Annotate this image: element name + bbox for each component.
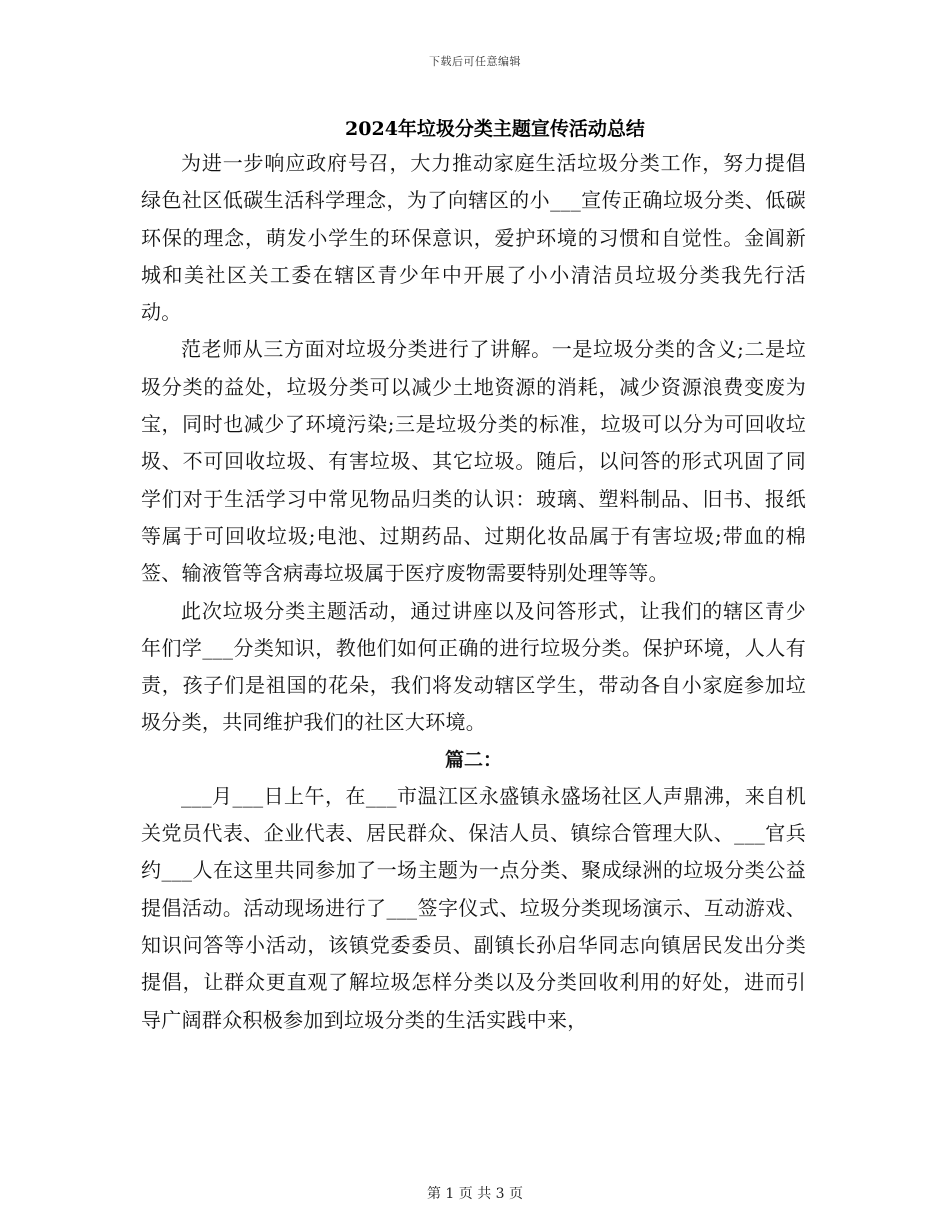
page-header-note: 下载后可任意编辑	[429, 55, 521, 68]
document-title: 2024年垃圾分类主题宣传活动总结	[345, 118, 645, 140]
paragraph-lecture: 范老师从三方面对垃圾分类进行了讲解。一是垃圾分类的含义;二是垃圾分类的益处，垃圾分类可以减少土地资源的消耗，减少资源浪费变废为宝，同时也减少了环境污染;三是垃圾分类的标准，垃圾可以分为可回收垃圾、不可回收垃圾、有害垃圾、其它垃圾。随后，以问答的形式巩固了同学们对于生活学习中常见物品归类的认识：玻璃、塑料制品、旧书、报纸等属于可回收垃圾;电池、过期药品、过期化妆品属于有害垃圾;带血的棉签、输液管等含病毒垃圾属于医疗废物需要特别处理等等。	[141, 337, 806, 586]
paragraph-intro: 为进一步响应政府号召，大力推动家庭生活垃圾分类工作，努力提倡绿色社区低碳生活科学理念，为了向辖区的小___宣传正确垃圾分类、低碳环保的理念，萌发小学生的环保意识，爱护环境的习惯和自觉性。金阊新城和美社区关工委在辖区青少年中开展了小小清洁员垃圾分类我先行活动。	[141, 151, 806, 325]
paragraph-summary: 此次垃圾分类主题活动，通过讲座以及问答形式，让我们的辖区青少年们学___分类知识，教他们如何正确的进行垃圾分类。保护环境，人人有责，孩子们是祖国的花朵，我们将发动辖区学生，带动各自小家庭参加垃圾分类，共同维护我们的社区大环境。	[141, 598, 806, 735]
section-two-heading: 篇二：	[444, 748, 502, 771]
document-body	[141, 145, 806, 1039]
paragraph-section-two: ___月___日上午，在___市温江区永盛镇永盛场社区人声鼎沸，来自机关党员代表、企业代表、居民群众、保洁人员、镇综合管理大队、___官兵约___人在这里共同参加了一场主题为一点分类、聚成绿洲的垃圾分类公益提倡活动。活动现场进行了___签字仪式、垃圾分类现场演示、互动游戏、知识问答等小活动，该镇党委委员、副镇长孙启华同志向镇居民发出分类提倡，让群众更直观了解垃圾怎样分类以及分类回收利用的好处，进而引导广阔群众积极参加到垃圾分类的生活实践中来，	[141, 783, 806, 1032]
page-footer-indicator: 第 1 页 共 3 页	[426, 1186, 524, 1202]
